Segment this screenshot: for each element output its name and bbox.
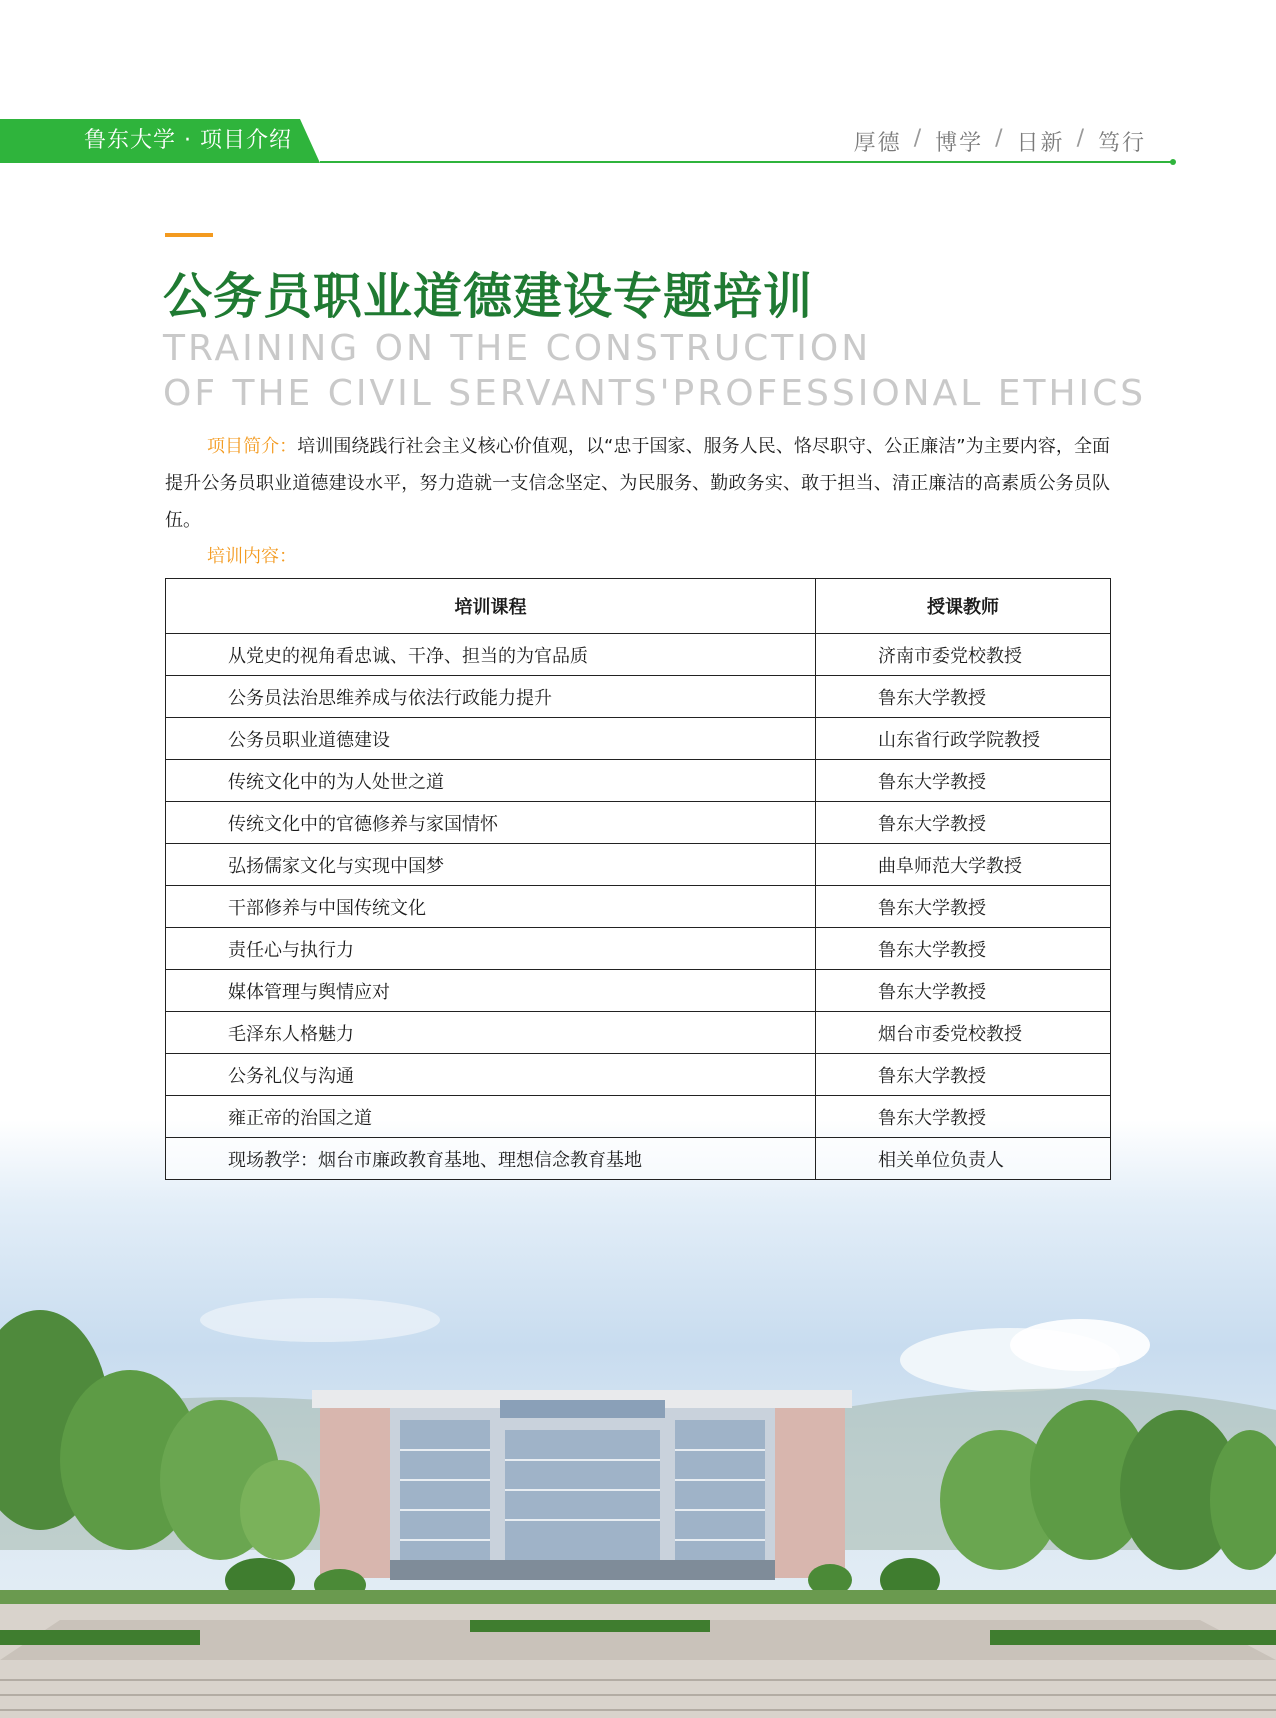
title-accent-bar xyxy=(165,233,213,237)
course-cell: 干部修养与中国传统文化 xyxy=(166,886,816,928)
table-row xyxy=(166,760,1111,802)
course-cell: 弘扬儒家文化与实现中国梦 xyxy=(166,844,816,886)
table-row xyxy=(166,802,1111,844)
course-table xyxy=(165,578,1111,1180)
teacher-cell: 烟台市委党校教授 xyxy=(816,1012,1111,1054)
teacher-cell: 鲁东大学教授 xyxy=(816,802,1111,844)
table-row xyxy=(166,718,1111,760)
column-header-teacher: 授课教师 xyxy=(816,579,1111,634)
course-cell: 雍正帝的治国之道 xyxy=(166,1096,816,1138)
teacher-cell: 鲁东大学教授 xyxy=(816,886,1111,928)
teacher-cell: 济南市委党校教授 xyxy=(816,634,1111,676)
teacher-cell: 鲁东大学教授 xyxy=(816,676,1111,718)
course-cell: 公务礼仪与沟通 xyxy=(166,1054,816,1096)
table-row xyxy=(166,970,1111,1012)
teacher-cell: 鲁东大学教授 xyxy=(816,1096,1111,1138)
header-section-label: 鲁东大学 · 项目介绍 xyxy=(84,128,292,153)
course-cell: 责任心与执行力 xyxy=(166,928,816,970)
content-label: 培训内容： xyxy=(207,546,297,567)
intro-label: 项目简介： xyxy=(207,436,298,457)
motto-separator: / xyxy=(913,126,924,151)
course-cell: 现场教学：烟台市廉政教育基地、理想信念教育基地 xyxy=(166,1138,816,1180)
table-row xyxy=(166,928,1111,970)
intro-text: 培训围绕践行社会主义核心价值观，以“忠于国家、服务人民、恪尽职守、公正廉洁”为主要内容，全面提升公务员职业道德建设水平，努力造就一支信念坚定、为民服务、勤政务实、敢于担当、清正廉洁的高素质公务员队伍。 xyxy=(165,436,1110,531)
english-title-line: OF THE CIVIL SERVANTS'PROFESSIONAL ETHICS xyxy=(163,373,1147,414)
english-title-line: TRAINING ON THE CONSTRUCTION xyxy=(163,328,872,369)
table-row xyxy=(166,1012,1111,1054)
column-header-course: 培训课程 xyxy=(166,579,816,634)
table-header-row xyxy=(166,579,1111,634)
table-row xyxy=(166,1096,1111,1138)
course-cell: 传统文化中的官德修养与家国情怀 xyxy=(166,802,816,844)
teacher-cell: 曲阜师范大学教授 xyxy=(816,844,1111,886)
table-row xyxy=(166,1054,1111,1096)
teacher-cell: 山东省行政学院教授 xyxy=(816,718,1111,760)
teacher-cell: 鲁东大学教授 xyxy=(816,760,1111,802)
header-rule xyxy=(320,161,1173,163)
motto-separator: / xyxy=(995,126,1005,151)
teacher-cell: 鲁东大学教授 xyxy=(816,928,1111,970)
motto-word: 日新 xyxy=(1016,131,1065,156)
table-row xyxy=(166,1138,1111,1180)
header-motto xyxy=(854,126,1146,158)
motto-separator: / xyxy=(1076,126,1086,151)
course-cell: 传统文化中的为人处世之道 xyxy=(166,760,816,802)
motto-word: 博学 xyxy=(935,131,984,156)
teacher-cell: 鲁东大学教授 xyxy=(816,970,1111,1012)
course-cell: 媒体管理与舆情应对 xyxy=(166,970,816,1012)
motto-word: 笃行 xyxy=(1097,131,1146,156)
course-cell: 公务员法治思维养成与依法行政能力提升 xyxy=(166,676,816,718)
project-intro xyxy=(165,428,1110,539)
teacher-cell: 相关单位负责人 xyxy=(816,1138,1111,1180)
course-cell: 公务员职业道德建设 xyxy=(166,718,816,760)
table-row xyxy=(166,844,1111,886)
course-cell: 从党史的视角看忠诚、干净、担当的为官品质 xyxy=(166,634,816,676)
table-row xyxy=(166,676,1111,718)
motto-word: 厚德 xyxy=(853,131,902,156)
english-title xyxy=(163,326,1146,416)
course-cell: 毛泽东人格魅力 xyxy=(166,1012,816,1054)
header-rule-end-dot xyxy=(1170,159,1176,165)
page-title: 公务员职业道德建设专题培训 xyxy=(163,268,814,325)
teacher-cell: 鲁东大学教授 xyxy=(816,1054,1111,1096)
table-row xyxy=(166,886,1111,928)
table-row xyxy=(166,634,1111,676)
campus-photo xyxy=(0,1120,1276,1718)
